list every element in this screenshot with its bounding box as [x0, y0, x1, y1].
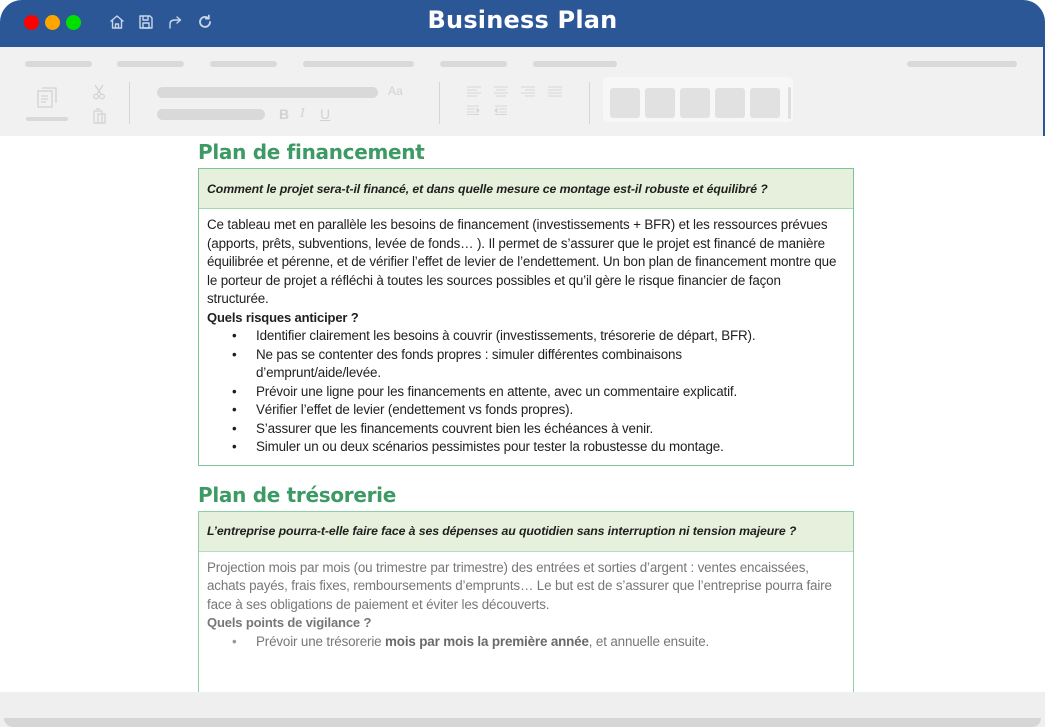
styles-scrollbar[interactable] — [788, 87, 791, 119]
align-center-icon[interactable] — [494, 86, 508, 97]
document-area — [0, 136, 1045, 692]
status-bar — [0, 692, 1045, 727]
menu-tab[interactable] — [533, 61, 617, 67]
change-case-button[interactable]: Aa — [388, 84, 403, 98]
list-item: • Prévoir une ligne pour les financements en attente, avec un commentaire explicatif. — [207, 383, 845, 402]
section-subheading: Quels points de vigilance ? — [207, 615, 372, 630]
style-swatch[interactable] — [680, 88, 710, 118]
section-body — [199, 552, 853, 693]
style-swatch[interactable] — [750, 88, 780, 118]
list-item: • Identifier clairement les besoins à couvrir (investissements, trésorerie de départ, BFR). — [207, 327, 845, 346]
styles-gallery — [603, 77, 793, 122]
align-right-icon[interactable] — [521, 86, 535, 97]
bullet-list — [207, 327, 845, 457]
list-item: • Simuler un ou deux scénarios pessimistes pour tester la robustesse du montage. — [207, 438, 845, 457]
section-box — [198, 168, 854, 466]
document-page — [198, 136, 854, 692]
menu-tab[interactable] — [907, 61, 1017, 67]
list-item: • Vérifier l’effet de levier (endettement vs fonds propres). — [207, 401, 845, 420]
section-question: Comment le projet sera-t-il financé, et dans quelle mesure ce montage est-il robuste et équilibré ? — [199, 169, 853, 209]
window-bottom-edge — [4, 718, 1041, 727]
list-item-text: , et annuelle ensuite. — [588, 633, 710, 649]
section-intro: Projection mois par mois (ou trimestre par trimestre) des entrées et sorties d’argent : ventes encaissées, achats payés, frais fixes, remboursements d’emprunts… Le but est de s’assurer que l’entreprise pourra faire face à ses obligations de paiement et éviter les découverts. — [207, 559, 832, 612]
list-item-emphasis: mois par mois la première année — [385, 633, 589, 649]
style-swatch[interactable] — [610, 88, 640, 118]
list-item: • S’assurer que les financements couvrent bien les échéances à venir. — [207, 420, 845, 439]
italic-button[interactable]: I — [300, 106, 305, 121]
style-swatch[interactable] — [645, 88, 675, 118]
section-heading: Plan de trésorerie — [198, 482, 396, 507]
title-bar — [0, 0, 1045, 47]
section-heading: Plan de financement — [198, 140, 425, 164]
ribbon-toolbar — [0, 47, 1043, 136]
section-plan-de-tresorerie — [198, 479, 854, 693]
section-plan-de-financement — [198, 136, 854, 466]
section-question: L’entreprise pourra-t-elle faire face à ses dépenses au quotidien sans interruption ni tension majeure ? — [199, 512, 853, 552]
bold-button[interactable]: B — [279, 106, 290, 122]
decrease-indent-icon[interactable] — [494, 105, 507, 115]
ribbon-separator — [589, 82, 590, 124]
copy-icon[interactable] — [93, 108, 107, 124]
app-title: Business Plan — [427, 6, 618, 34]
list-item: • Ne pas se contenter des fonds propres : simuler différentes combinaisons d’emprunt/aide/levée. — [207, 346, 845, 383]
underline-button[interactable]: U — [320, 106, 331, 122]
menu-tab[interactable] — [210, 61, 277, 67]
menu-tab[interactable] — [303, 61, 414, 67]
align-left-icon[interactable] — [467, 86, 481, 97]
cut-icon[interactable] — [92, 84, 106, 100]
ribbon-separator — [129, 82, 130, 124]
increase-indent-icon[interactable] — [467, 105, 480, 115]
section-intro: Ce tableau met en parallèle les besoins de financement (investissements + BFR) et les ressources prévues (apports, prêts, subventions, levée de fonds… ). Il permet de s’assurer que le projet est financé de manière équilibrée et pérenne, et de vérifier l’effet de levier de l’endettement. Un bon plan de financement montre que le porteur de projet a réfléchi à toutes les sources possibles et qu’il gère le risque financier de façon structurée. — [207, 217, 837, 306]
ribbon-separator — [439, 82, 440, 124]
font-name-dropdown[interactable] — [157, 87, 378, 98]
paste-label — [26, 117, 68, 121]
list-item-text: Prévoir une trésorerie — [256, 633, 386, 649]
font-size-dropdown[interactable] — [157, 109, 265, 120]
menu-tab[interactable] — [440, 61, 507, 67]
menu-tab[interactable] — [25, 61, 92, 67]
paste-icon[interactable] — [36, 85, 60, 109]
section-body — [199, 209, 853, 465]
justify-icon[interactable] — [548, 86, 562, 97]
bullet-list — [207, 633, 845, 652]
menu-tab[interactable] — [117, 61, 184, 67]
section-box — [198, 511, 854, 693]
list-item — [207, 633, 845, 652]
style-swatch[interactable] — [715, 88, 745, 118]
section-subheading: Quels risques anticiper ? — [207, 309, 359, 325]
